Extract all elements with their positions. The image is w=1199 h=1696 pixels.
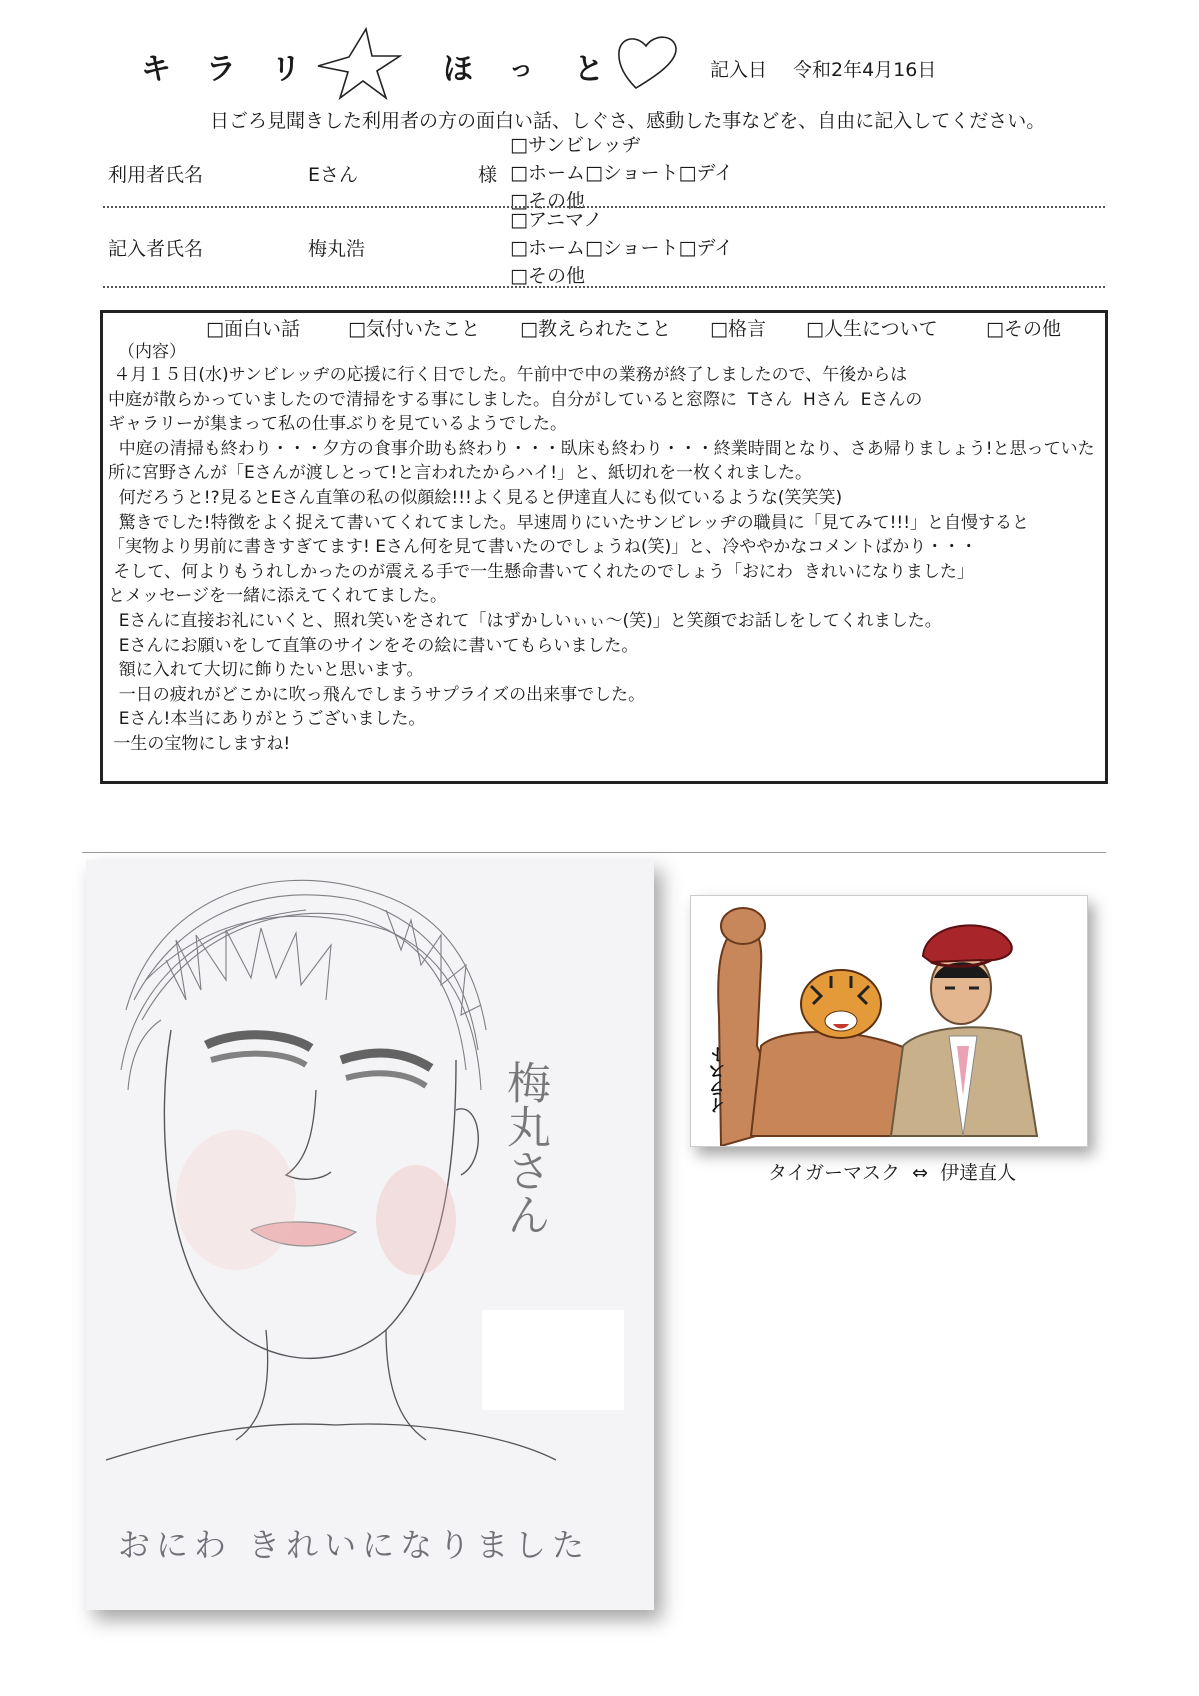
content-line: 一生の宝物にしますね! [108,733,291,754]
content-line: とメッセージを一緒に添えてくれてました。 [108,586,447,607]
category-option[interactable]: □気付いたこと [348,318,480,340]
portrait-drawing [86,860,654,1610]
title-char: ほ [443,52,475,87]
title-char: と [574,52,606,87]
content-line: 中庭が散らかっていましたので清掃をする事にしました。自分がしていると窓際に Tさん Hさん Eさんの [108,389,923,410]
title-char: ラ [206,52,238,87]
facility-option[interactable]: □ホーム□ショート□デイ [510,237,734,259]
content-line: ギャラリーが集まって私の仕事ぶりを見ているようでした。 [108,414,567,435]
title-char: キ [141,52,173,87]
title-char: っ [509,54,535,82]
content-line: 中庭の清掃も終わり・・・夕方の食事介助も終わり・・・臥床も終わり・・・終業時間となり、さあ帰りましょう!と思っていた [108,438,1095,459]
illustration-caption: タイガーマスク ⇔ 伊達直人 [768,1162,1017,1184]
content-line: Eさんに直接お礼にいくと、照れ笑いをされて「はずかしいぃぃ～(笑)」と笑顔でお話しをしてくれました。 [108,610,942,631]
category-option[interactable]: □人生について [806,318,938,340]
heart-icon [616,32,678,90]
content-line: Eさんにお願いをして直筆のサインをその絵に書いてもらいました。 [108,635,639,656]
category-option[interactable]: □面白い話 [206,318,300,340]
pencil-portrait-sketch [86,860,654,1610]
star-icon [316,26,402,100]
writer-name-value: 梅丸浩 [308,238,366,260]
writer-name-label: 記入者氏名 [108,238,204,260]
date-value: 令和2年4月16日 [793,59,937,81]
category-option[interactable]: □教えられたこと [520,318,671,340]
intro-text: 日ごろ見聞きした利用者の方の面白い話、しぐさ、感動した事などを、自由に記入してください。 [210,110,1046,132]
user-name-value: Eさん [308,164,359,186]
category-option[interactable]: □格言 [710,318,766,340]
facility-option[interactable]: □その他 [510,265,585,287]
illustration-drawing [691,896,1087,1146]
illustration-label: イラスト [709,1046,729,1114]
user-name-label: 利用者氏名 [108,164,204,186]
divider [103,286,1105,288]
content-line: 驚きでした!特徴をよく捉えて書いてくれてました。早速周りにいたサンビレッヂの職員に「見てみて!!!」と自慢すると [108,512,1030,533]
content-line: 「実物より男前に書きすぎてます! Eさん何を見て書いたのでしょうね(笑)」と、冷ややかなコメントばかり・・・ [108,537,978,558]
facility-option[interactable]: □その他 [510,190,585,212]
tiger-mask-illustration [690,895,1088,1147]
content-heading: （内容） [118,342,186,362]
content-body [108,363,1095,757]
content-line: 一日の疲れがどこかに吹っ飛んでしまうサプライズの出来事でした。 [108,684,646,705]
content-line: 何だろうと!?見るとEさん直筆の私の似顔絵!!!よく見ると伊達直人にも似ているような(笑笑笑) [108,487,843,508]
honorific: 様 [478,164,498,186]
content-line: 所に宮野さんが「Eさんが渡しとって!と言われたからハイ!」と、紙切れを一枚くれました。 [108,463,813,484]
user-facility-options [510,131,733,215]
writer-facility-options [510,206,733,290]
facility-option[interactable]: □ホーム□ショート□デイ [510,162,734,184]
separator-line [82,852,1106,853]
handwritten-message: おにわ きれいになりました [118,1526,591,1564]
content-line: ４月１５日(水)サンビレッヂの応援に行く日でした。午前中で中の業務が終了しましたので、午後からは [108,365,908,385]
facility-option[interactable]: □アニマノ [510,209,603,231]
signature-handwriting: 梅丸さん [499,1060,550,1236]
content-line: 額に入れて大切に飾りたいと思います。 [108,660,424,681]
date-label: 記入日 [710,59,768,81]
category-option[interactable]: □その他 [986,318,1061,340]
title-char: リ [271,52,303,87]
content-line: Eさん!本当にありがとうございました。 [108,709,426,730]
content-line: そして、何よりもうれしかったのが震える手で一生懸命書いてくれたのでしょう「おにわ きれいになりました」 [108,561,974,582]
facility-option[interactable]: □サンビレッヂ [510,134,641,156]
